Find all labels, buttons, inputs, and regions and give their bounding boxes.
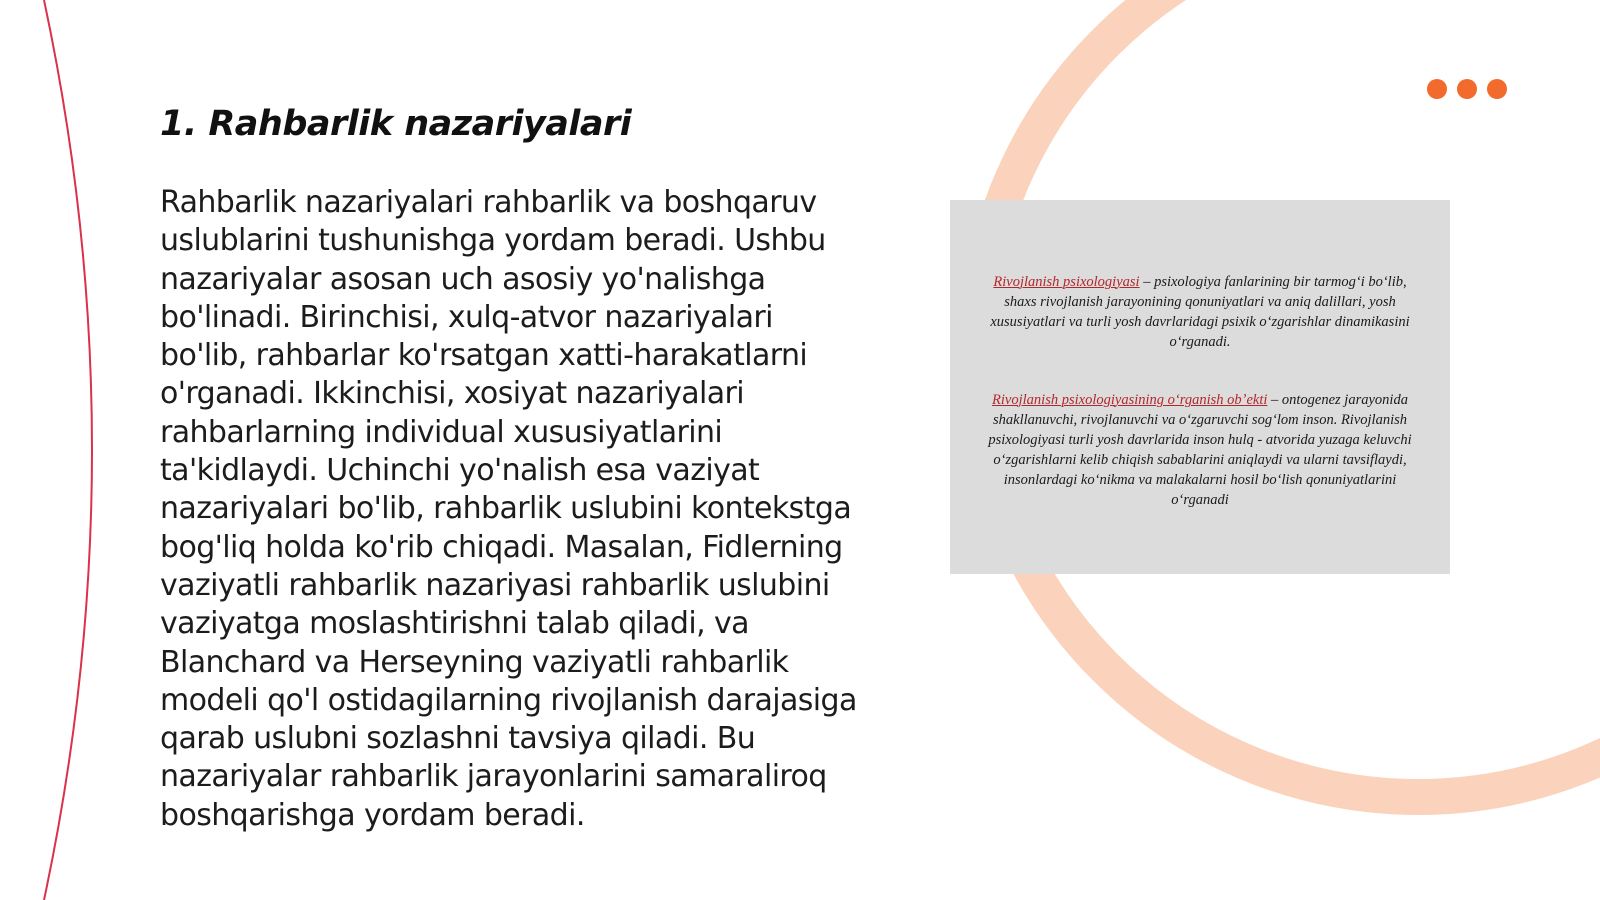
dot-1 xyxy=(1427,79,1447,99)
slide-title: 1. Rahbarlik nazariyalari xyxy=(160,104,632,144)
definition-paragraph-1 xyxy=(978,272,1422,352)
definition-text-1: – psixologiya fanlarining bir tarmogʻi boʻlib, shaxs rivojlanish jarayonining qonuniyatlari va aniq dalillari, yosh xususiyatlari va turli yosh davrlaridagi psixik oʻzgarishlar dinamikasini oʻrganadi. xyxy=(990,274,1410,350)
more-dots-icon xyxy=(1427,79,1507,99)
decorative-left-arc xyxy=(44,0,92,900)
definition-paragraph-2 xyxy=(978,390,1422,510)
definition-term-2: Rivojlanish psixologiyasining oʻrganish obʼekti xyxy=(992,392,1268,408)
slide-body-text: Rahbarlik nazariyalari rahbarlik va boshqaruv uslublarini tushunishga yordam beradi. Ushbu nazariyalar asosan uch asosiy yo'nalishga bo'linadi. Birinchisi, xulq-atvor nazariyalari bo'lib, rahbarlar ko'rsatgan xatti-harakatlarni o'rganadi. Ikkinchisi, xosiyat nazariyalari rahbarlarning individual xususiyatlarini ta'kidlaydi. Uchinchi yo'nalish esa vaziyat nazariyalari bo'lib, rahbarlik uslubini kontekstga bog'liq holda ko'rib chiqadi. Masalan, Fidlerning vaziyatli rahbarlik nazariyasi rahbarlik uslubini vaziyatga moslashtirishni talab qiladi, va Blanchard va Herseyning vaziyatli rahbarlik modeli qo'l ostidagilarning rivojlanish darajasiga qarab uslubni sozlashni tavsiya qiladi. Bu nazariyalar rahbarlik jarayonlarini samaraliroq boshqarishga yordam beradi. xyxy=(160,185,857,833)
dot-2 xyxy=(1457,79,1477,99)
dot-3 xyxy=(1487,79,1507,99)
definition-image-card xyxy=(950,200,1450,574)
definition-text-2: – ontogenez jarayonida shakllanuvchi, rivojlanuvchi va oʻzgaruvchi sogʻlom inson. Rivojlanish psixologiyasi turli yosh davrlarida inson hulq - atvorida yuzaga keluvchi oʻzgarishlarni kelib chiqish sabablarini aniqlaydi va ularni tavsiflaydi, insonlardagi koʻnikma va malakalarni hosil boʻlish qonuniyatlarini oʻrganadi xyxy=(988,392,1412,508)
definition-term-1: Rivojlanish psixologiyasi xyxy=(993,274,1140,290)
